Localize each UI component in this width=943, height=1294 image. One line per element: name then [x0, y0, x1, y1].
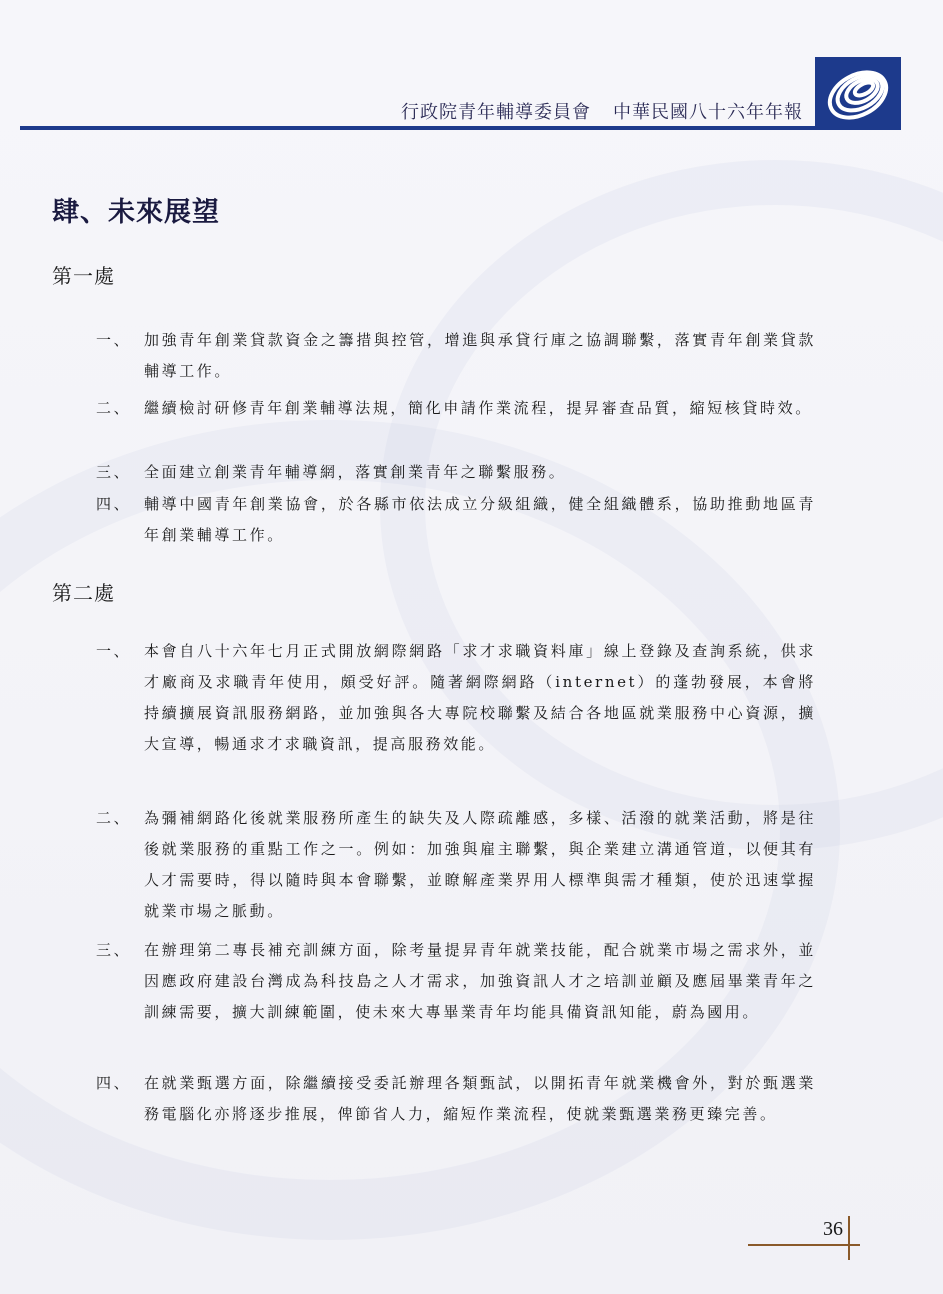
item-text: 加強青年創業貸款資金之籌措與控管，增進與承貸行庫之協調聯繫，落實青年創業貸款輔導工作。 — [144, 331, 816, 380]
item-text: 本會自八十六年七月正式開放網際網路「求才求職資料庫」線上登錄及查詢系統，供求才廠商及求職青年使用，頗受好評。隨著網際網路（internet）的蓬勃發展，本會將持續擴展資訊服務網路，並加強與各大專院校聯繫及結合各地區就業服務中心資源，擴大宣導，暢通求才求職資訊，提高服務效能。 — [144, 642, 816, 753]
item-number: 二、 — [96, 399, 132, 417]
dept2-item-2 — [96, 803, 816, 927]
dept2-heading: 第二處 — [52, 581, 115, 605]
item-text: 繼續檢討研修青年創業輔導法規，簡化申請作業流程，提昇審查品質，縮短核貸時效。 — [144, 399, 813, 417]
item-number: 四、 — [96, 495, 132, 513]
footer-rule — [748, 1244, 860, 1246]
footer-rule-vertical — [848, 1216, 850, 1260]
dept1-item-1 — [96, 325, 816, 387]
header-org-name: 行政院青年輔導委員會 — [401, 102, 591, 123]
section-title: 肆、未來展望 — [52, 197, 220, 228]
item-number: 一、 — [96, 331, 132, 349]
item-text: 為彌補網路化後就業服務所產生的缺失及人際疏離感，多樣、活潑的就業活動，將是往後就業服務的重點工作之一。例如：加強與雇主聯繫，與企業建立溝通管道，以便其有人才需要時，得以隨時與本會聯繫，並瞭解產業界用人標準與需才種類，使於迅速掌握就業市場之脈動。 — [144, 809, 816, 920]
header-report-title: 中華民國八十六年年報 — [613, 102, 803, 123]
logo-box — [815, 57, 901, 130]
dept1-item-3 — [96, 457, 816, 488]
dept2-item-3 — [96, 935, 816, 1028]
dept1-item-4 — [96, 489, 816, 551]
item-number: 三、 — [96, 463, 132, 481]
page-number: 36 — [823, 1218, 843, 1240]
item-number: 三、 — [96, 941, 132, 959]
item-number: 二、 — [96, 809, 132, 827]
item-text: 全面建立創業青年輔導網，落實創業青年之聯繫服務。 — [144, 463, 567, 481]
item-number: 一、 — [96, 642, 132, 660]
header-rule — [20, 126, 815, 130]
dept1-item-2 — [96, 393, 816, 424]
dept2-item-1 — [96, 636, 816, 760]
item-text: 在辦理第二專長補充訓練方面，除考量提昇青年就業技能，配合就業市場之需求外，並因應政府建設台灣成為科技島之人才需求，加強資訊人才之培訓並顧及應屆畢業青年之訓練需要，擴大訓練範圍，使未來大專畢業青年均能具備資訊知能，蔚為國用。 — [144, 941, 816, 1021]
dept1-heading: 第一處 — [52, 264, 115, 288]
header-title — [401, 98, 803, 124]
item-text: 輔導中國青年創業協會，於各縣市依法成立分級組織，健全組織體系，協助推動地區青年創業輔導工作。 — [144, 495, 816, 544]
item-number: 四、 — [96, 1074, 132, 1092]
page-header — [0, 0, 943, 135]
rings-logo-icon — [815, 57, 901, 130]
dept2-item-4 — [96, 1068, 816, 1130]
item-text: 在就業甄選方面，除繼續接受委託辦理各類甄試，以開拓青年就業機會外，對於甄選業務電腦化亦將逐步推展，俾節省人力，縮短作業流程，使就業甄選業務更臻完善。 — [144, 1074, 816, 1123]
